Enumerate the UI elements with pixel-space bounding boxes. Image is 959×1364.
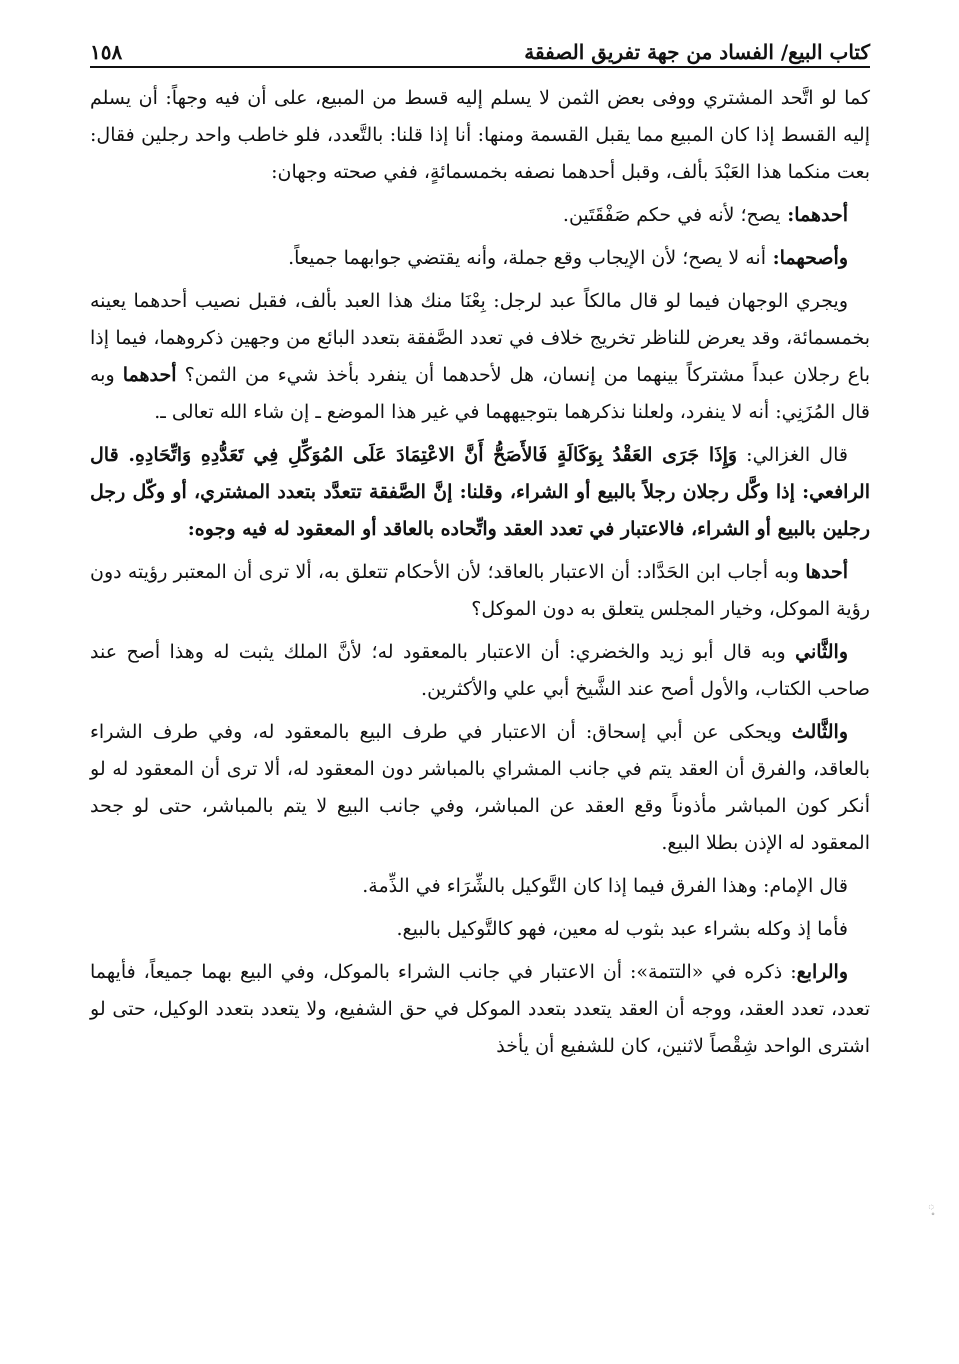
- paragraph: [90, 240, 870, 277]
- paragraph: [90, 911, 870, 948]
- text-segment: قال الغزالي:: [737, 444, 848, 466]
- text-segment: ويجري الوجهان فيما لو قال مالكاً عبد لرجل: بِعْنَا منك هذا العبد بألف، فقبل نصيب أحدهما يعينه بخمسمائة، وقد يعرض للناظر تخريج خلاف في تعدد الصَّفقة بتعدد البائع من وجهين ذكروهما، فيما إذا باع رجلان عبداً مشتركاً بينهما من إنسان، هل لأحدهما أن ينفرد بأخذ شيء من الثمن؟: [90, 290, 870, 386]
- body-text: [90, 80, 870, 1071]
- margin-mark: ༷: [928, 1201, 935, 1215]
- text-segment: كما لو اتَّحد المشتري ووفى بعض الثمن لا يسلم إليه قسط من المبيع، على أن فيه وجهاً: أن يسلم إليه القسط إذا كان المبيع مما يقبل القسمة ومنها: أنا إذا قلنا: بالتَّعدد، فلو خاطب واحد رجلين فقال: بعت منكما هذا العَبْدَ بألف، وقبل أحدهما نصفه بخمسمائةٍ، ففي صحته وجهان:: [90, 87, 870, 183]
- text-segment: ويحكى عن أبي إسحاق: أن الاعتبار في طرف البيع بالمعقود له، وفي طرف الشراء بالعاقد، والفرق أن العقد يتم في جانب المشراي بالمباشر دون المعقود له، ألا ترى أن المعقود له لو أنكر كون المباشر مأذوناً وقع العقد عن المباشر، وفي جانب البيع لا يتم بالمباشر، حتى لو جحد المعقود له الإذن بطلا البيع.: [90, 721, 870, 854]
- paragraph: [90, 714, 870, 862]
- text-segment: قال الإمام: وهذا الفرق فيما إذا كان التَّوكيل بالشِّرَاء في الذِّمة.: [362, 875, 848, 897]
- bold-text-segment: أحدها: [805, 561, 848, 583]
- bold-text-segment: والرابع: [796, 961, 848, 983]
- paragraph: [90, 283, 870, 431]
- page-header: [90, 20, 870, 64]
- bold-text-segment: أحدهما:: [780, 204, 848, 226]
- paragraph: [90, 634, 870, 708]
- text-segment: : ذكره في «التتمة»: أن الاعتبار في جانب الشراء بالموكل، وفي البيع بهما جميعاً، فأيهما تعدد، تعدد العقد، ووجه أن العقد يتعدد بتعدد الموكل في حق الشفيع، ولا يتعدد بتعدد الوكيل، حتى لو اشترى الواحد شِقْصاً لاثنين، كان للشفيع أن يأخذ: [90, 961, 870, 1057]
- text-segment: وبه قال أبو زيد والخضري: أن الاعتبار بالمعقود له؛ لأنَّ الملك يثبت له وهذا أصح عند صاحب الكتاب، والأول أصح عند الشَّيخ أبي علي والأكثرين.: [90, 641, 870, 700]
- paragraph: [90, 80, 870, 191]
- paragraph: [90, 954, 870, 1065]
- paragraph: [90, 554, 870, 628]
- bold-text-segment: أحدهما: [122, 364, 177, 386]
- text-segment: وبه قال المُزَنِي: أنه لا ينفرد، ولعلنا نذكرهما بتوجيههما في غير هذا الموضع ـ إن شاء الله تعالى ـ.: [90, 364, 870, 423]
- page-number: ١٥٨: [90, 40, 123, 64]
- text-segment: أنه لا يصح؛ لأن الإيجاب وقع جملة، وأنه يقتضي جوابهما جميعاً.: [288, 247, 766, 269]
- paragraph: [90, 868, 870, 905]
- paragraph: [90, 437, 870, 548]
- paragraph: [90, 197, 870, 234]
- bold-text-segment: والثَّالث: [791, 721, 848, 743]
- text-segment: وبه أجاب ابن الحَدَّاد: أن الاعتبار بالعاقد؛ لأن الأحكام تتعلق به، ألا ترى أن المعتبر رؤيته دون رؤية الموكل، وخيار المجلس يتعلق به دون الموكل؟: [90, 561, 870, 620]
- text-segment: يصح؛ لأنه في حكم صَفْقَتَين.: [562, 204, 781, 226]
- bold-text-segment: والثَّاني: [795, 641, 848, 663]
- running-title: كتاب البيع/ الفساد من جهة تفريق الصفقة: [524, 40, 870, 64]
- text-segment: فأما إذ وكله بشراء عبد بثوب له معين، فهو كالتَّوكيل بالبيع.: [396, 918, 848, 940]
- bold-text-segment: وأصحهما:: [765, 247, 848, 269]
- header-rule: [90, 66, 870, 68]
- bold-text-segment: وَإِذَا جَرَى العَقْدُ بِوَكَالَةٍ فَالأَصَحُّ أَنَّ الاعْتِمَادَ عَلَى المُوَكِّلِ فِي تَعَدُّدِهِ وَاتِّحَادِهِ. قال الرافعي: إذا وكَّل رجلان رجلاً بالبيع أو الشراء، وقلنا: إنَّ الصَّفقة تتعدَّد بتعدد المشتري، أو وكّل رجل رجلين بالبيع أو الشراء، فالاعتبار في تعدد العقد واتِّحاده بالعاقد أو المعقود له فيه وجوه:: [90, 444, 870, 540]
